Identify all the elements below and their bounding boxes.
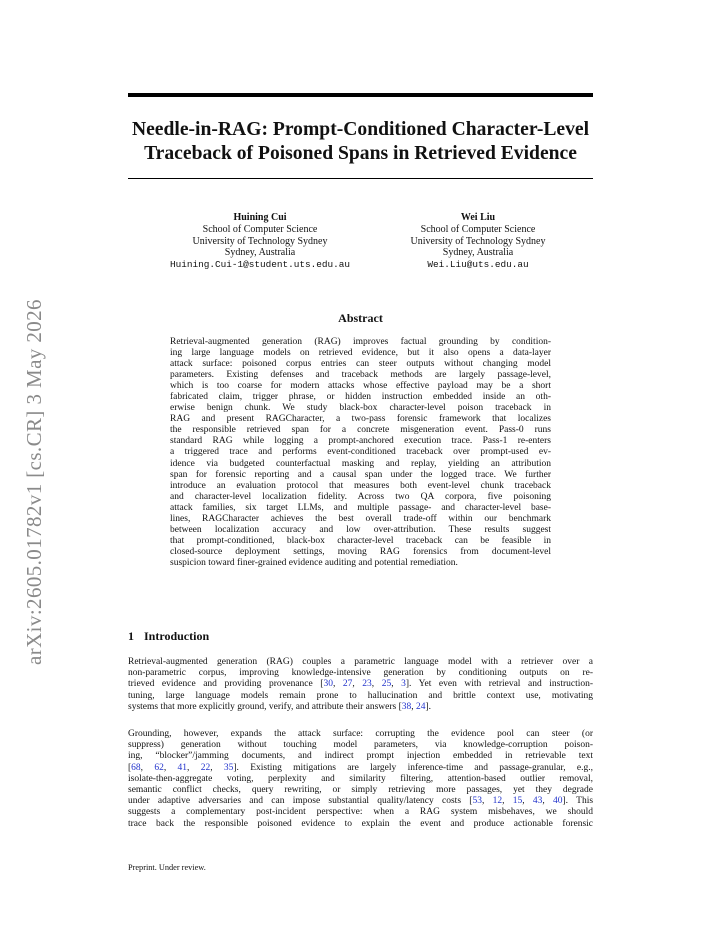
author-name: Huining Cui	[233, 212, 287, 223]
citation-link[interactable]: 62	[154, 762, 164, 773]
abstract-line: parameters. Existing defenses and traceback methods are largely passage-level,	[170, 370, 551, 381]
abstract-line: closed-source deployment settings, moving RAG forensics from document-level	[170, 546, 551, 557]
section-number: 1	[128, 629, 134, 643]
paragraph-line: non-parametric corpus, improving knowledge-intensive generation by conditioning outputs on re-	[128, 668, 593, 679]
section-heading-introduction	[128, 629, 209, 644]
paragraph-line: [68, 62, 41, 22, 35]. Existing mitigations are largely inference-time and passage-granular, e.g.,	[128, 762, 594, 773]
citation-link[interactable]: 15	[512, 796, 523, 807]
author-name: Wei Liu	[460, 212, 496, 223]
paragraph-line: Grounding, however, expands the attack surface: corrupting the evidence pool can steer (or	[128, 729, 593, 739]
author-university: University of Technology Sydney	[410, 235, 546, 247]
abstract-line: span for forensic reporting and a causal span under the logged trace. We further	[170, 469, 551, 480]
abstract-line: attack families, six target LLMs, and multiple passage- and character-level base-	[170, 502, 551, 513]
author-university: University of Technology Sydney	[192, 235, 328, 247]
abstract-line: fabricated claim, trigger phrase, or hidden instruction embedded inside an oth-	[170, 392, 551, 403]
arxiv-identifier[interactable]: arXiv:2605.01782v1 [cs.CR] 3 May 2026	[22, 299, 46, 665]
citation-link[interactable]: 27	[342, 679, 353, 690]
abstract-line: and character-level localization fidelity. Across two QA corpora, five poisoning	[170, 491, 551, 502]
abstract-line: a triggered trace and performs event-conditioned traceback over prompt-used ev-	[170, 447, 551, 458]
citation-link[interactable]: 23	[362, 679, 372, 690]
abstract-line: idence via budgeted counterfactual masking and replay, yielding an attribution	[170, 458, 551, 469]
paragraph-line: Retrieval-augmented generation (RAG) couples a parametric language model with a retriever over a	[128, 657, 593, 667]
citation-link[interactable]: 3	[401, 679, 406, 690]
citation-link[interactable]: 24	[416, 701, 426, 712]
citation-link[interactable]: 22	[200, 762, 211, 773]
abstract-heading: Abstract	[338, 311, 383, 325]
paragraph-line: systems that more explicitly ground, verify, and attribute their answers [38, 24].	[128, 701, 432, 712]
title-top-rule	[128, 93, 593, 97]
citation-link[interactable]: 38	[401, 701, 412, 712]
citation-link[interactable]: 41	[177, 762, 188, 773]
paragraph-line: semantic conflict checks, query rewriting, or simply retrieving more passages, yet they degrade	[128, 785, 593, 796]
abstract-line: that prompt-conditioned, black-box character-level traceback can be feasible in	[170, 535, 551, 546]
title-bottom-rule	[128, 178, 593, 179]
author-email[interactable]: Huining.Cui-1@student.uts.edu.au	[169, 259, 351, 271]
intro-paragraph-2	[128, 729, 593, 830]
abstract-line: attack surface: poisoned corpus entries can steer outputs without changing model	[170, 359, 551, 370]
abstract-line: standard RAG while logging a prompt-anchored execution trace. Pass-1 re-enters	[170, 436, 551, 447]
paragraph-line: isolate-then-aggregate voting, perplexity and similarity filtering, attention-based outlier removal,	[128, 773, 593, 784]
abstract-line: between localization accuracy and low over-attribution. These results suggest	[170, 524, 551, 535]
abstract-line: erwise benign chunk. We study black-box character-level poison traceback in	[170, 403, 551, 414]
abstract-line: introduce an evaluation protocol that measures both event-level chunk traceback	[170, 480, 551, 491]
author-school: School of Computer Science	[420, 223, 536, 235]
abstract-line: Retrieval-augmented generation (RAG) improves factual grounding by condition-	[170, 337, 551, 347]
paragraph-line: trieved evidence and providing provenance [30, 27, 23, 25, 3]. Yet even with retrieval and instruction-	[128, 679, 594, 690]
citation-link[interactable]: 43	[532, 796, 543, 807]
paragraph-line: tuning, large language models remain prone to hallucination and brittle context use, motivating	[128, 690, 593, 701]
abstract-line: lines, RAGCharacter achieves the best overall trade-off within our benchmark	[170, 513, 551, 524]
abstract-body	[170, 337, 551, 569]
citation-link[interactable]: 12	[492, 796, 503, 807]
paragraph-line: ing, “blocker”/jamming documents, and indirect prompt injection embedded in retrievable text	[128, 751, 593, 762]
title-line: Traceback of Poisoned Spans in Retrieved Evidence	[144, 143, 577, 164]
author-block	[150, 212, 370, 271]
paragraph-line: under adaptive adversaries and can impose substantial quality/latency costs [53, 12, 15, 43, 40]. This	[128, 796, 594, 807]
abstract-line: which is too coarse for modern attacks whose effective payload may be a short	[170, 381, 551, 392]
title-line: Needle-in-RAG: Prompt-Conditioned Character-Level	[131, 119, 590, 140]
paragraph-line: suppress) generation without touching model parameters, via knowledge-corruption poison-	[128, 740, 593, 751]
author-location: Sydney, Australia	[442, 247, 514, 259]
author-location: Sydney, Australia	[224, 247, 296, 259]
footer-note: Preprint. Under review.	[128, 863, 206, 872]
citation-link[interactable]: 68	[131, 762, 141, 773]
citation-link[interactable]: 30	[323, 679, 333, 690]
citation-link[interactable]: 25	[381, 679, 392, 690]
citation-link[interactable]: 35	[223, 762, 234, 773]
abstract-line: RAG and present RAGCharacter, a two-pass forensic framework that localizes	[170, 414, 551, 425]
citation-link[interactable]: 40	[553, 796, 563, 807]
paragraph-line: suggests a complementary post-incident perspective: when a RAG system misbehaves, we should	[128, 807, 593, 818]
abstract-line: ing large language models on retrieved evidence, but it also opens a data-layer	[170, 348, 551, 359]
intro-paragraph-1	[128, 657, 593, 713]
abstract-line: the responsible retrieved span for a concrete misgeneration event. Pass-0 runs	[170, 425, 551, 436]
paragraph-line: trace back the responsible poisoned evidence to explain the event and produce actionable forensic	[128, 818, 593, 829]
author-block	[368, 212, 588, 271]
author-email[interactable]: Wei.Liu@uts.edu.au	[427, 259, 529, 271]
abstract-line: suspicion toward finer-grained evidence auditing and potential remediation.	[170, 557, 458, 568]
paper-title	[120, 118, 601, 166]
author-school: School of Computer Science	[202, 223, 318, 235]
section-title: Introduction	[144, 629, 210, 643]
citation-link[interactable]: 53	[472, 796, 482, 807]
